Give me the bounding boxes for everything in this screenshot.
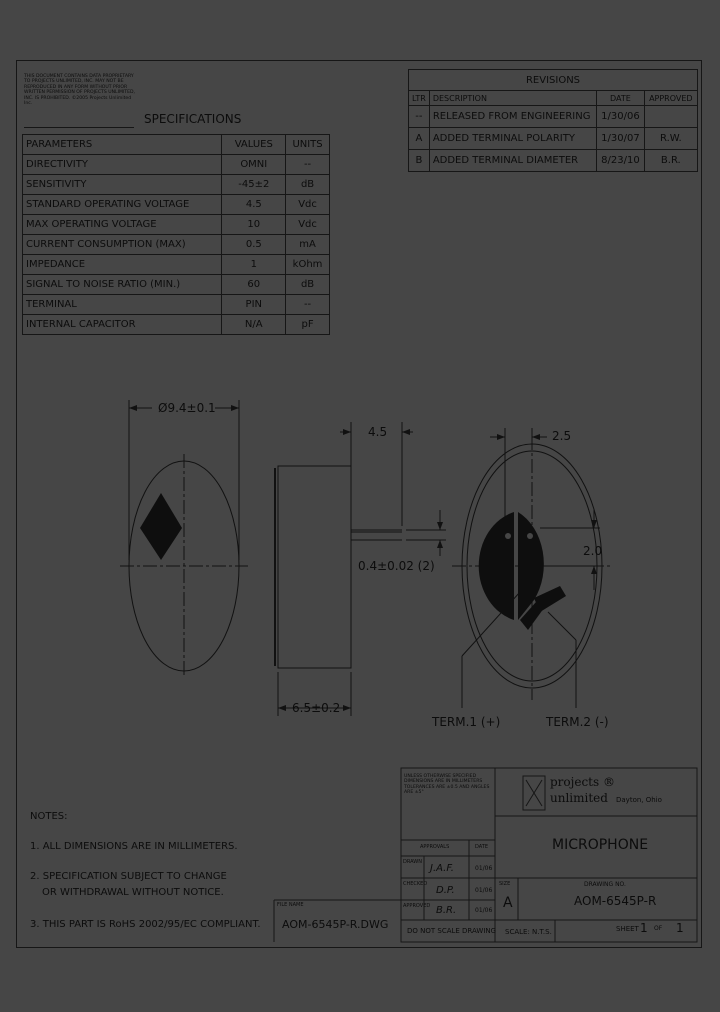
spec-cell: 0.5 [222, 235, 286, 255]
revisions-title: REVISIONS [409, 70, 698, 91]
approved-by: B.R. [436, 905, 457, 916]
revision-cell: R.W. [644, 128, 697, 150]
notes-title: NOTES: [30, 811, 68, 822]
spec-cell: CURRENT CONSUMPTION (MAX) [23, 235, 222, 255]
spec-cell: SENSITIVITY [23, 175, 222, 195]
dim-pin-length: 4.5 [368, 425, 388, 439]
sheet-total: 1 [676, 921, 684, 935]
side-view-body [278, 466, 351, 668]
checked-date: 01/06 [475, 887, 493, 894]
revision-cell: B [409, 150, 430, 172]
spec-cell: PIN [222, 295, 286, 315]
revision-cell: 1/30/07 [597, 128, 645, 150]
drawn-by: J.A.F. [430, 863, 454, 874]
proprietary-notice: THIS DOCUMENT CONTAINS DATA PROPRIETARY TO PROJECTS UNLIMITED, INC. MAY NOT BE REPRODUCED IN ANY FORM WITHOUT PRIOR WRITTEN PERMISSION OF PROJECTS UNLIMITED, INC. IS PROHIBITED. ©2005 Projects Unlimited Inc. [24, 74, 135, 107]
term-2-label: TERM.2 (-) [546, 715, 609, 729]
drawing-no: AOM-6545P-R [574, 894, 657, 908]
revision-cell: -- [409, 106, 430, 128]
polarity-diamond [140, 493, 182, 560]
revision-cell: 8/23/10 [597, 150, 645, 172]
revision-header-cell: DATE [597, 91, 645, 106]
spec-cell: MAX OPERATING VOLTAGE [23, 215, 222, 235]
company-name-line1: projects ® [550, 775, 615, 789]
approved-label: APPROVED [403, 903, 431, 909]
spec-cell: INTERNAL CAPACITOR [23, 315, 222, 335]
spec-cell: 60 [222, 275, 286, 295]
date-label: DATE [475, 844, 489, 850]
spec-cell: Vdc [286, 195, 330, 215]
revision-cell: B.R. [644, 150, 697, 172]
company-name-line2: unlimited [550, 791, 608, 805]
drawn-date: 01/06 [475, 865, 493, 872]
file-name-value: AOM-6545P-R.DWG [282, 918, 389, 931]
revision-cell: ADDED TERMINAL DIAMETER [429, 150, 596, 172]
no-scale-note: DO NOT SCALE DRAWING [407, 927, 497, 935]
dim-body-height: 6.5±0.2 [292, 701, 341, 715]
drawn-label: DRAWN [403, 859, 422, 865]
dim-offset: 2.0 [583, 544, 603, 558]
revision-cell: A [409, 128, 430, 150]
spec-cell: 4.5 [222, 195, 286, 215]
size-value: A [503, 895, 513, 911]
sheet-number: 1 [640, 921, 648, 935]
revision-cell: 1/30/06 [597, 106, 645, 128]
size-label: SIZE [499, 881, 511, 887]
drawing-title: MICROPHONE [552, 837, 649, 853]
spec-cell: N/A [222, 315, 286, 335]
spec-cell: 10 [222, 215, 286, 235]
checked-by: D.P. [436, 885, 455, 896]
spec-cell: mA [286, 235, 330, 255]
revision-header-cell: DESCRIPTION [429, 91, 596, 106]
drawing-no-label: DRAWING NO. [584, 881, 626, 888]
spec-cell: SIGNAL TO NOISE RATIO (MIN.) [23, 275, 222, 295]
specifications-title: SPECIFICATIONS [144, 112, 242, 126]
spec-cell: DIRECTIVITY [23, 155, 222, 175]
revision-cell: RELEASED FROM ENGINEERING [429, 106, 596, 128]
revision-cell: ADDED TERMINAL POLARITY [429, 128, 596, 150]
revision-header-cell: APPROVED [644, 91, 697, 106]
spec-cell: STANDARD OPERATING VOLTAGE [23, 195, 222, 215]
dim-pin-spacing: 2.5 [552, 429, 572, 443]
spec-cell: Vdc [286, 215, 330, 235]
spec-cell: TERMINAL [23, 295, 222, 315]
spec-header-cell: UNITS [286, 135, 330, 155]
spec-cell: 1 [222, 255, 286, 275]
approvals-label: APPROVALS [420, 844, 450, 850]
revision-header-cell: LTR [409, 91, 430, 106]
spec-cell: kOhm [286, 255, 330, 275]
terminal-1-pad [479, 512, 514, 620]
spec-header-cell: VALUES [222, 135, 286, 155]
of-label: OF [654, 925, 663, 932]
file-name-label: FILE NAME [277, 902, 304, 908]
spec-cell: -- [286, 155, 330, 175]
spec-header-cell: PARAMETERS [23, 135, 222, 155]
spec-cell: -- [286, 295, 330, 315]
dim-pin-diameter: 0.4±0.02 (2) [358, 559, 435, 573]
tolerance-note: UNLESS OTHERWISE SPECIFIED DIMENSIONS ARE IN MILLIMETERS TOLERANCES ARE ±0.5 AND ANGLES ARE ±5° [404, 774, 490, 796]
dim-diameter: Ø9.4±0.1 [158, 401, 216, 415]
note-1: 1. ALL DIMENSIONS ARE IN MILLIMETERS. [30, 841, 238, 852]
spec-cell: IMPEDANCE [23, 255, 222, 275]
spec-cell: OMNI [222, 155, 286, 175]
term-1-label: TERM.1 (+) [432, 715, 501, 729]
scale-note: SCALE: N.T.S. [505, 928, 552, 936]
note-2: 2. SPECIFICATION SUBJECT TO CHANGE [30, 871, 227, 882]
sheet-label: SHEET [616, 925, 639, 933]
note-3: 3. THIS PART IS RoHS 2002/95/EC COMPLIANT. [30, 919, 261, 930]
note-2-cont: OR WITHDRAWAL WITHOUT NOTICE. [42, 887, 224, 898]
checked-label: CHECKED [403, 881, 428, 887]
approved-date: 01/06 [475, 907, 493, 914]
spec-cell: pF [286, 315, 330, 335]
spec-cell: -45±2 [222, 175, 286, 195]
company-location: Dayton, Ohio [616, 796, 662, 804]
spec-cell: dB [286, 275, 330, 295]
spec-cell: dB [286, 175, 330, 195]
